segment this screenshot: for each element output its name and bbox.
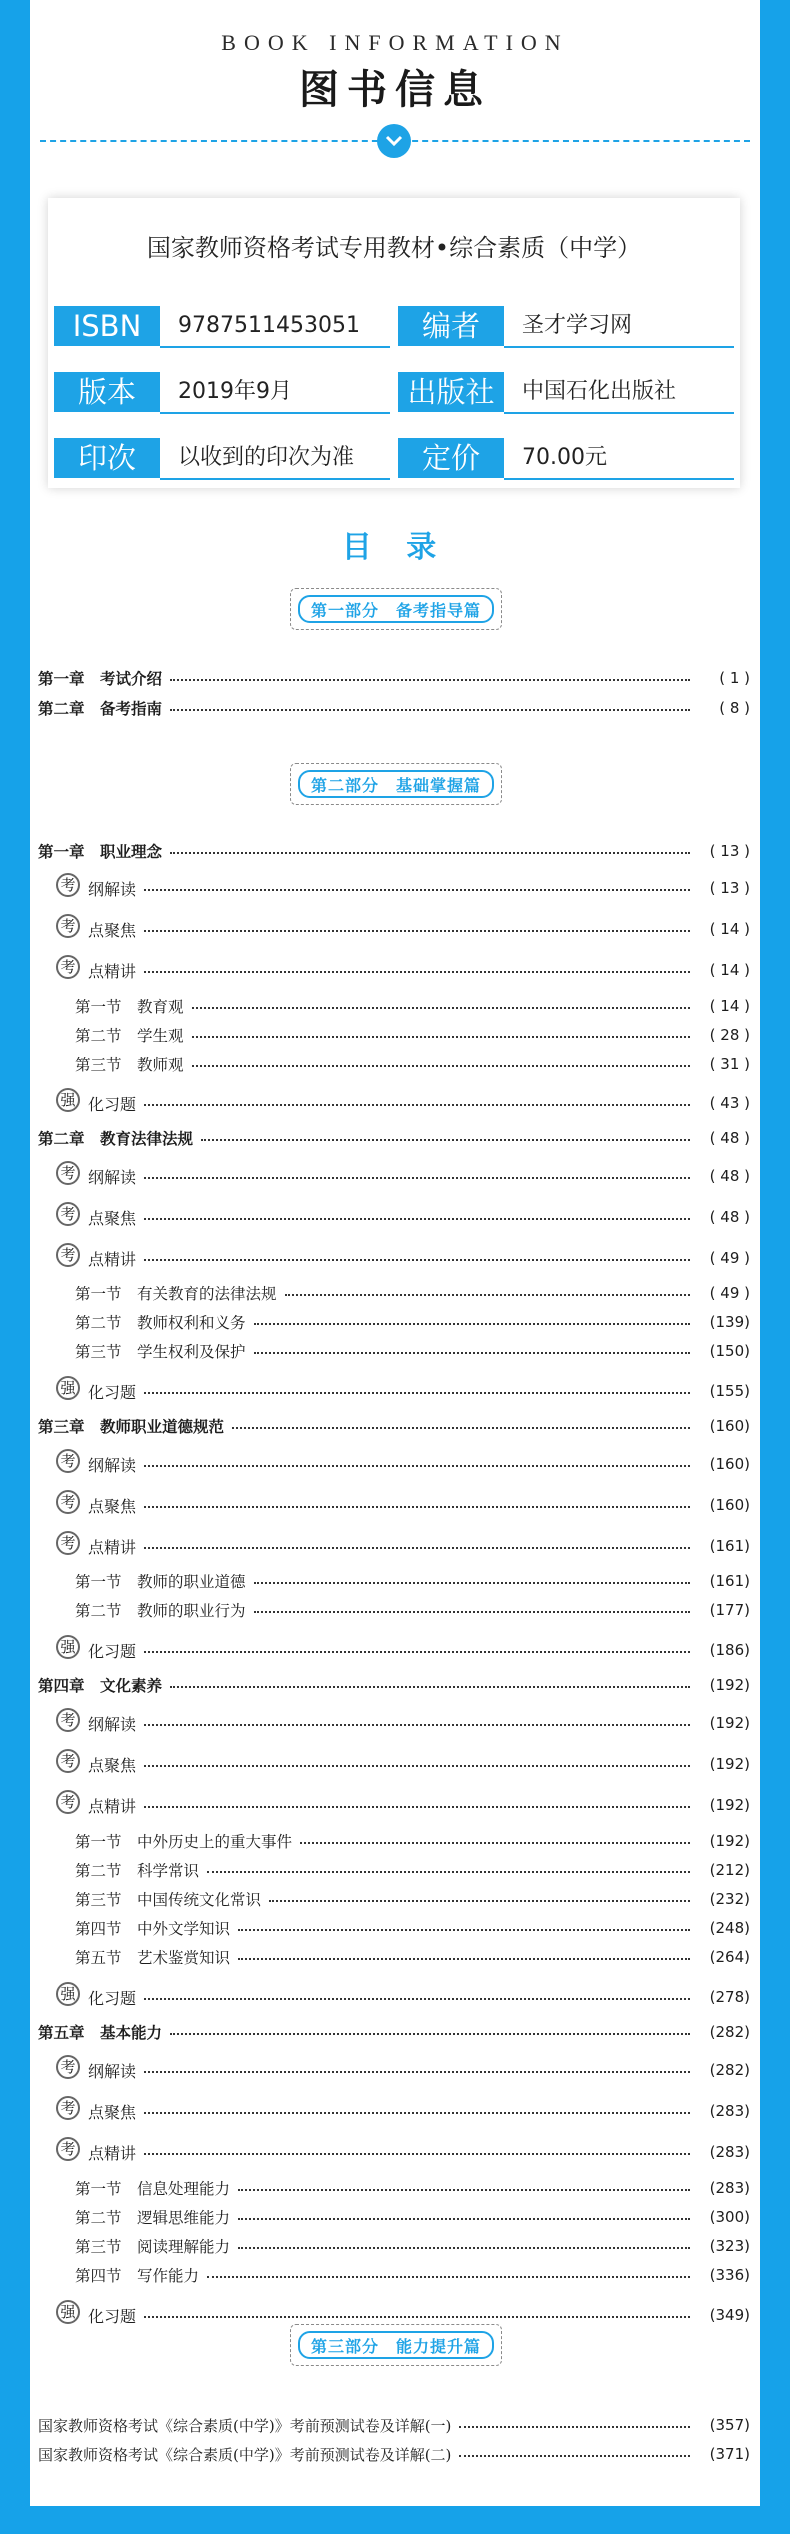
toc-module-row [60, 1378, 750, 1404]
price-underline [504, 478, 734, 480]
toc-module-label [60, 1165, 136, 1188]
toc-label: 第一节 中外历史上的重大事件 [75, 1833, 293, 1851]
toc-module-label [60, 1794, 136, 1817]
price-value: 70.00元 [522, 445, 607, 470]
toc-leader-dots [144, 1547, 690, 1549]
module-badge [60, 2100, 136, 2123]
toc-section-row [75, 1280, 750, 1306]
badge-text: 化习题 [88, 1988, 137, 2008]
module-badge [60, 1639, 136, 1662]
toc-page-number: (192) [709, 1714, 750, 1732]
badge-circle-icon: 考 [56, 2096, 80, 2120]
toc-leader-dots [144, 971, 690, 973]
toc-page-number: ( 8 ) [719, 699, 750, 717]
toc-leader-dots [238, 1958, 690, 1960]
badge-text: 点精讲 [88, 1796, 137, 1816]
toc-module-row [60, 1245, 750, 1271]
toc-leader-dots [254, 1582, 690, 1584]
toc-leader-dots [207, 1871, 690, 1873]
toc-page-number: (248) [709, 1919, 750, 1937]
toc-module-label [60, 1206, 136, 1229]
toc-leader-dots [170, 709, 690, 711]
module-badge [60, 1986, 136, 2009]
toc-page-number: ( 49 ) [709, 1284, 750, 1302]
toc-module-label [60, 2059, 136, 2082]
header-title-zh: 图书信息 [299, 67, 491, 113]
toc-section-row [75, 1338, 750, 1364]
printing-field [54, 438, 390, 480]
publisher-underline [504, 412, 734, 414]
toc-page-number: (283) [709, 2143, 750, 2161]
badge-circle-icon: 强 [56, 1982, 80, 2006]
toc-leader-dots [238, 2189, 690, 2191]
toc-section-row [75, 1886, 750, 1912]
module-badge [60, 2141, 136, 2164]
toc-page-number: (155) [709, 1382, 750, 1400]
toc-module-row [60, 1090, 750, 1116]
publisher-label: 出版社 [398, 372, 504, 412]
isbn-field [54, 306, 390, 348]
toc-page-number: (160) [709, 1417, 750, 1435]
toc-module-row [60, 2057, 750, 2083]
printing-label: 印次 [54, 438, 160, 478]
module-badge [60, 2304, 136, 2327]
toc-module-row [60, 875, 750, 901]
toc-page-number: (323) [709, 2237, 750, 2255]
toc-leader-dots [144, 1651, 690, 1653]
toc-label: 第三节 学生权利及保护 [75, 1343, 246, 1361]
printing-underline [160, 478, 390, 480]
toc-module-label [60, 1753, 136, 1776]
toc-leader-dots [144, 2316, 690, 2318]
toc-label: 第一节 有关教育的法律法规 [75, 1285, 277, 1303]
toc-leader-dots [192, 1036, 690, 1038]
toc-label: 第二节 教师权利和义务 [75, 1314, 246, 1332]
toc-page-number: (192) [709, 1676, 750, 1694]
toc-leader-dots [144, 889, 690, 891]
badge-text: 点聚焦 [88, 920, 137, 940]
toc-section-row [75, 1857, 750, 1883]
toc-module-row [60, 1792, 750, 1818]
part-label-1: 第一部分 备考指导篇 [298, 595, 494, 623]
header-title-en: BOOK INFORMATION [221, 30, 569, 55]
toc-page-number: ( 48 ) [709, 1167, 750, 1185]
toc-chapter-row [38, 1672, 750, 1698]
toc-leader-dots [144, 1218, 690, 1220]
toc-section-row [75, 2204, 750, 2230]
toc-page-number: (282) [709, 2023, 750, 2041]
badge-text: 点聚焦 [88, 1755, 137, 1775]
publisher-field [398, 372, 734, 414]
toc-page-number: ( 43 ) [709, 1094, 750, 1112]
toc-leader-dots [144, 2071, 690, 2073]
toc-page-number: (336) [709, 2266, 750, 2284]
toc-page-number: (177) [709, 1601, 750, 1619]
badge-circle-icon: 考 [56, 1708, 80, 1732]
toc-leader-dots [144, 1259, 690, 1261]
edition-value: 2019年9月 [178, 379, 292, 404]
toc-chapter-row [38, 695, 750, 721]
toc-page-number: (357) [709, 2416, 750, 2434]
isbn-value: 9787511453051 [178, 313, 360, 338]
module-badge [60, 1092, 136, 1115]
book-info-card [48, 198, 740, 488]
toc-module-row [60, 2139, 750, 2165]
toc-label: 第五章 基本能力 [38, 2023, 163, 2042]
module-badge [60, 2059, 136, 2082]
module-badge [60, 1380, 136, 1403]
badge-circle-icon: 强 [56, 1088, 80, 1112]
toc-page-number: ( 13 ) [709, 842, 750, 860]
part-banner-1 [290, 588, 502, 630]
toc-module-row [60, 916, 750, 942]
toc-page-number: (192) [709, 1832, 750, 1850]
toc-page-number: ( 31 ) [709, 1055, 750, 1073]
toc-label: 第一节 教育观 [75, 998, 184, 1016]
price-field [398, 438, 734, 480]
toc-page-number: ( 14 ) [709, 920, 750, 938]
badge-circle-icon: 考 [56, 1161, 80, 1185]
part-banner-3 [290, 2324, 502, 2366]
toc-leader-dots [144, 1506, 690, 1508]
toc-label: 第一节 信息处理能力 [75, 2180, 231, 2198]
badge-text: 纲解读 [88, 2061, 137, 2081]
module-badge [60, 877, 136, 900]
toc-leader-dots [170, 852, 690, 854]
toc-module-row [60, 1533, 750, 1559]
toc-label: 第三章 教师职业道德规范 [38, 1417, 225, 1436]
toc-page-number: (192) [709, 1755, 750, 1773]
badge-circle-icon: 考 [56, 873, 80, 897]
badge-text: 点精讲 [88, 961, 137, 981]
toc-leader-dots [238, 2218, 690, 2220]
toc-page-number: (212) [709, 1861, 750, 1879]
toc-leader-dots [238, 2247, 690, 2249]
toc-chapter-row [38, 665, 750, 691]
toc-page-number: (186) [709, 1641, 750, 1659]
badge-text: 点精讲 [88, 2143, 137, 2163]
toc-leader-dots [254, 1323, 690, 1325]
toc-module-label [60, 959, 136, 982]
toc-page-number: (264) [709, 1948, 750, 1966]
badge-circle-icon: 考 [56, 2055, 80, 2079]
module-badge [60, 1453, 136, 1476]
badge-circle-icon: 考 [56, 1202, 80, 1226]
toc-page-number: ( 14 ) [709, 961, 750, 979]
part-label-3: 第三部分 能力提升篇 [298, 2331, 494, 2359]
toc-label: 第四节 中外文学知识 [75, 1920, 231, 1938]
toc-leader-dots [144, 1806, 690, 1808]
toc-label: 第二节 教师的职业行为 [75, 1602, 246, 1620]
publisher-value: 中国石化出版社 [522, 379, 677, 404]
toc-module-label [60, 877, 136, 900]
toc-label: 第二节 学生观 [75, 1027, 184, 1045]
toc-module-row [60, 1492, 750, 1518]
price-label: 定价 [398, 438, 504, 478]
toc-page-number: (283) [709, 2102, 750, 2120]
module-badge [60, 1753, 136, 1776]
toc-module-label [60, 2141, 136, 2164]
part-banner-2 [290, 763, 502, 805]
editor-field [398, 306, 734, 348]
edition-field [54, 372, 390, 414]
toc-leader-dots [144, 1765, 690, 1767]
badge-circle-icon: 考 [56, 1531, 80, 1555]
toc-leader-dots [144, 1392, 690, 1394]
badge-circle-icon: 考 [56, 2137, 80, 2161]
toc-leader-dots [144, 1998, 690, 2000]
toc-leader-dots [254, 1611, 690, 1613]
toc-module-label [60, 1494, 136, 1517]
toc-module-label [60, 918, 136, 941]
toc-leader-dots [192, 1065, 690, 1067]
toc-label: 第二节 科学常识 [75, 1862, 200, 1880]
toc-leader-dots [192, 1007, 690, 1009]
toc-module-label [60, 1712, 136, 1735]
toc-paper-row [38, 2412, 750, 2438]
module-badge [60, 1165, 136, 1188]
toc-chapter-row [38, 1413, 750, 1439]
toc-page-number: (192) [709, 1796, 750, 1814]
toc-section-row [75, 1915, 750, 1941]
module-badge [60, 1712, 136, 1735]
badge-circle-icon: 强 [56, 1376, 80, 1400]
toc-leader-dots [459, 2426, 690, 2428]
toc-label: 第二章 备考指南 [38, 699, 163, 718]
toc-label: 第三节 中国传统文化常识 [75, 1891, 262, 1909]
toc-module-row [60, 1204, 750, 1230]
toc-label: 第二章 教育法律法规 [38, 1129, 194, 1148]
badge-circle-icon: 考 [56, 1243, 80, 1267]
toc-page-number: ( 13 ) [709, 879, 750, 897]
editor-value: 圣才学习网 [522, 313, 633, 338]
toc-leader-dots [269, 1900, 690, 1902]
toc-leader-dots [170, 1686, 690, 1688]
toc-module-label [60, 2304, 136, 2327]
toc-page-number: (283) [709, 2179, 750, 2197]
toc-leader-dots [144, 2112, 690, 2114]
edition-label: 版本 [54, 372, 160, 412]
toc-module-label [60, 1535, 136, 1558]
toc-leader-dots [254, 1352, 690, 1354]
toc-label: 第三节 阅读理解能力 [75, 2238, 231, 2256]
badge-text: 点聚焦 [88, 2102, 137, 2122]
toc-label: 第一节 教师的职业道德 [75, 1573, 246, 1591]
part-label-2: 第二部分 基础掌握篇 [298, 770, 494, 798]
badge-text: 点聚焦 [88, 1496, 137, 1516]
badge-circle-icon: 考 [56, 955, 80, 979]
toc-leader-dots [144, 1465, 690, 1467]
editor-underline [504, 346, 734, 348]
toc-module-row [60, 1751, 750, 1777]
toc-module-label [60, 1453, 136, 1476]
badge-text: 点精讲 [88, 1537, 137, 1557]
toc-leader-dots [238, 1929, 690, 1931]
toc-section-row [75, 1309, 750, 1335]
badge-circle-icon: 考 [56, 1490, 80, 1514]
toc-leader-dots [207, 2276, 690, 2278]
toc-leader-dots [144, 1104, 690, 1106]
chevron-down-icon [377, 124, 411, 158]
toc-page-number: (139) [709, 1313, 750, 1331]
module-badge [60, 959, 136, 982]
badge-text: 点聚焦 [88, 1208, 137, 1228]
printing-value: 以收到的印次为准 [178, 445, 355, 470]
module-badge [60, 1535, 136, 1558]
toc-leader-dots [144, 1177, 690, 1179]
badge-circle-icon: 考 [56, 1749, 80, 1773]
toc-leader-dots [232, 1427, 690, 1429]
toc-section-row [75, 1828, 750, 1854]
module-badge [60, 1247, 136, 1270]
toc-page-number: (282) [709, 2061, 750, 2079]
toc-leader-dots [285, 1294, 690, 1296]
toc-label: 第一章 职业理念 [38, 842, 163, 861]
badge-text: 化习题 [88, 1382, 137, 1402]
toc-leader-dots [201, 1139, 690, 1141]
badge-text: 纲解读 [88, 879, 137, 899]
toc-module-row [60, 1637, 750, 1663]
toc-module-label [60, 2100, 136, 2123]
edition-underline [160, 412, 390, 414]
toc-page-number: ( 1 ) [719, 669, 750, 687]
toc-leader-dots [144, 2153, 690, 2155]
toc-chapter-row [38, 838, 750, 864]
toc-section-row [75, 1944, 750, 1970]
badge-text: 纲解读 [88, 1455, 137, 1475]
badge-text: 化习题 [88, 2306, 137, 2326]
toc-leader-dots [144, 930, 690, 932]
toc-page-number: (232) [709, 1890, 750, 1908]
toc-module-row [60, 1984, 750, 2010]
badge-circle-icon: 考 [56, 1449, 80, 1473]
toc-paper-row [38, 2441, 750, 2467]
toc-leader-dots [170, 2033, 690, 2035]
badge-circle-icon: 考 [56, 914, 80, 938]
toc-label: 第五节 艺术鉴赏知识 [75, 1949, 231, 1967]
toc-page-number: (300) [709, 2208, 750, 2226]
toc-label: 第四节 写作能力 [75, 2267, 200, 2285]
toc-section-row [75, 1568, 750, 1594]
toc-label: 国家教师资格考试《综合素质(中学)》考前预测试卷及详解(二) [38, 2445, 452, 2464]
book-title: 国家教师资格考试专用教材•综合素质（中学） [146, 234, 642, 262]
toc-page-number: (278) [709, 1988, 750, 2006]
badge-text: 纲解读 [88, 1167, 137, 1187]
toc-label: 第一章 考试介绍 [38, 669, 163, 688]
toc-section-row [75, 2262, 750, 2288]
toc-module-label [60, 1380, 136, 1403]
module-badge [60, 1206, 136, 1229]
badge-circle-icon: 强 [56, 2300, 80, 2324]
badge-text: 化习题 [88, 1641, 137, 1661]
toc-module-label [60, 1639, 136, 1662]
book-info-page [30, 0, 760, 2506]
toc-label: 第三节 教师观 [75, 1056, 184, 1074]
toc-label: 第二节 逻辑思维能力 [75, 2209, 231, 2227]
toc-page-number: ( 28 ) [709, 1026, 750, 1044]
toc-label: 国家教师资格考试《综合素质(中学)》考前预测试卷及详解(一) [38, 2416, 452, 2435]
toc-page-number: (161) [709, 1572, 750, 1590]
toc-page-number: (349) [709, 2306, 750, 2324]
toc-label: 第四章 文化素养 [38, 1676, 163, 1695]
toc-module-row [60, 2098, 750, 2124]
toc-module-row [60, 2302, 750, 2328]
toc-page-number: (160) [709, 1496, 750, 1514]
toc-leader-dots [170, 679, 690, 681]
module-badge [60, 918, 136, 941]
toc-section-row [75, 1022, 750, 1048]
toc-module-row [60, 1163, 750, 1189]
toc-page-number: (371) [709, 2445, 750, 2463]
toc-module-label [60, 1986, 136, 2009]
isbn-underline [160, 346, 390, 348]
toc-page-number: ( 48 ) [709, 1208, 750, 1226]
toc-module-label [60, 1247, 136, 1270]
toc-section-row [75, 1597, 750, 1623]
toc-page-number: (161) [709, 1537, 750, 1555]
toc-page-number: ( 14 ) [709, 997, 750, 1015]
toc-page-number: (150) [709, 1342, 750, 1360]
toc-section-row [75, 2233, 750, 2259]
toc-module-row [60, 1451, 750, 1477]
badge-text: 纲解读 [88, 1714, 137, 1734]
badge-text: 点精讲 [88, 1249, 137, 1269]
toc-leader-dots [300, 1842, 690, 1844]
toc-module-row [60, 957, 750, 983]
toc-section-row [75, 2175, 750, 2201]
toc-page-number: ( 49 ) [709, 1249, 750, 1267]
toc-section-row [75, 993, 750, 1019]
toc-chapter-row [38, 2019, 750, 2045]
toc-page-number: ( 48 ) [709, 1129, 750, 1147]
badge-text: 化习题 [88, 1094, 137, 1114]
toc-module-label [60, 1092, 136, 1115]
editor-label: 编者 [398, 306, 504, 346]
toc-module-row [60, 1710, 750, 1736]
toc-chapter-row [38, 1125, 750, 1151]
isbn-label: ISBN [54, 306, 160, 346]
badge-circle-icon: 强 [56, 1635, 80, 1659]
module-badge [60, 1494, 136, 1517]
toc-leader-dots [459, 2455, 690, 2457]
toc-page-number: (160) [709, 1455, 750, 1473]
toc-title: 目 录 [341, 530, 449, 565]
toc-section-row [75, 1051, 750, 1077]
toc-leader-dots [144, 1724, 690, 1726]
badge-circle-icon: 考 [56, 1790, 80, 1814]
module-badge [60, 1794, 136, 1817]
